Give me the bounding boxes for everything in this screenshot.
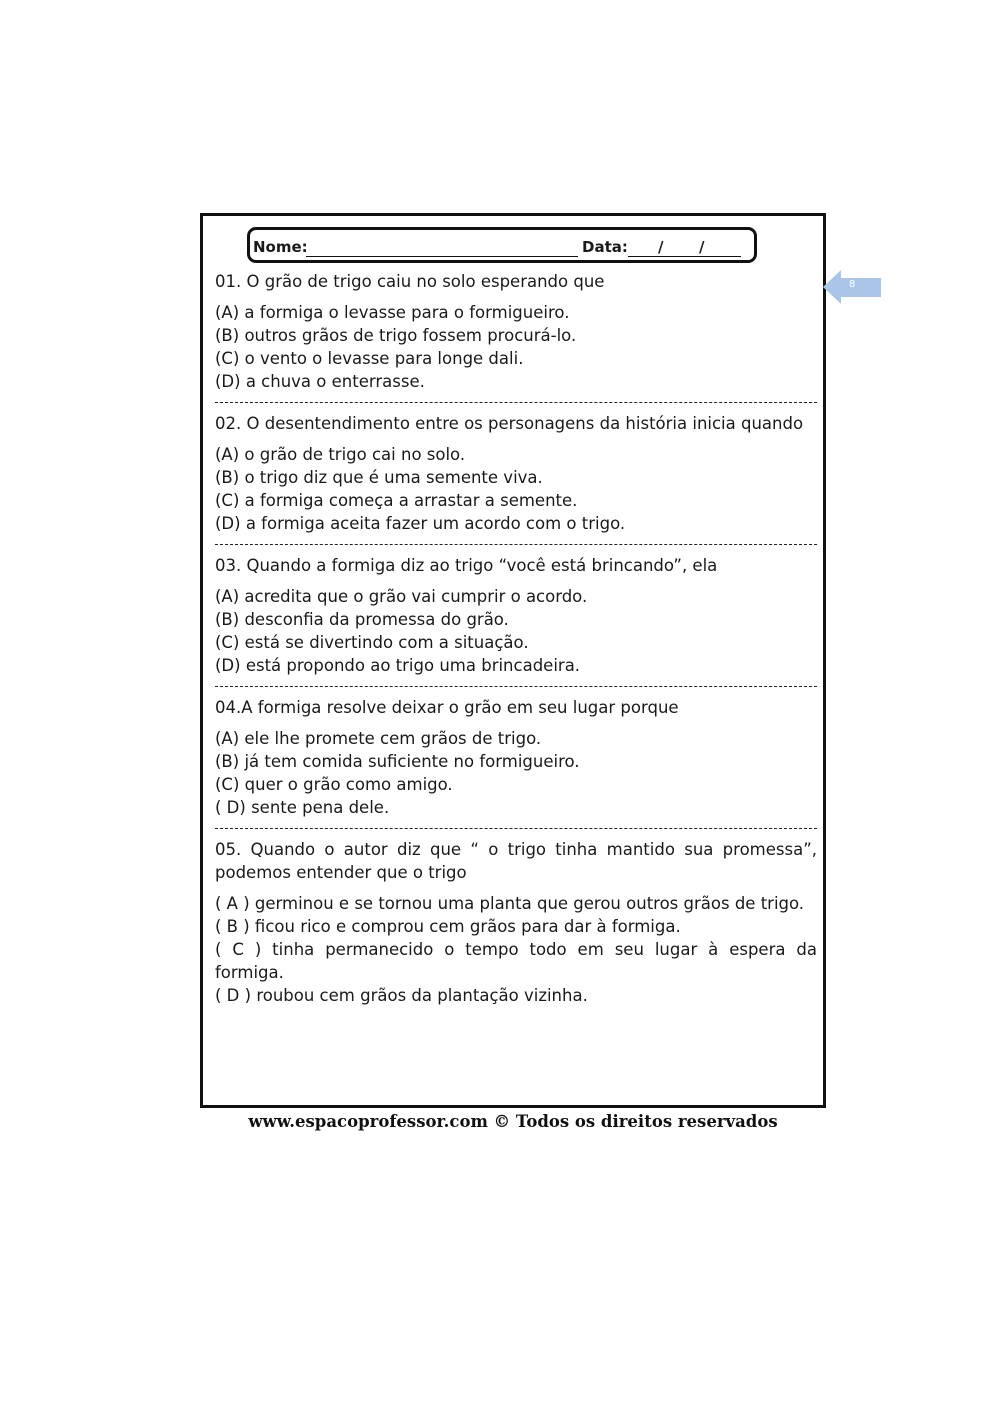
answer-option[interactable]: (D) a formiga aceita fazer um acordo com o trigo. [215, 514, 626, 533]
answer-option[interactable]: (B) já tem comida suficiente no formigueiro. [215, 752, 580, 771]
page-marker[interactable] [823, 270, 881, 304]
answer-option[interactable]: (B) outros grãos de trigo fossem procurá-lo. [215, 326, 577, 345]
question-block [215, 838, 817, 1007]
answer-option[interactable]: (C) o vento o levasse para longe dali. [215, 349, 524, 368]
name-label: Nome: [253, 238, 308, 256]
dashed-divider [215, 828, 817, 829]
questions-list [215, 270, 817, 1007]
answer-option[interactable]: (C) está se divertindo com a situação. [215, 633, 529, 652]
date-label: Data: [582, 238, 628, 256]
page-number: 8 [849, 279, 856, 290]
answer-option[interactable]: (A) acredita que o grão vai cumprir o acordo. [215, 587, 588, 606]
answer-option[interactable]: ( B ) ficou rico e comprou cem grãos para dar à formiga. [215, 917, 681, 936]
question-block [215, 554, 817, 677]
answer-option[interactable]: (D) a chuva o enterrasse. [215, 372, 425, 391]
question-block [215, 696, 817, 819]
dashed-divider [215, 544, 817, 545]
dashed-divider [215, 686, 817, 687]
date-separator: / [658, 238, 664, 256]
question-prompt: 05. Quando o autor diz que “ o trigo tinha mantido sua promessa”, podemos entender que o trigo [215, 840, 817, 882]
answer-option[interactable]: (C) a formiga começa a arrastar a semente. [215, 491, 578, 510]
question-prompt: 02. O desentendimento entre os personagens da história inicia quando [215, 414, 804, 433]
answer-option[interactable]: (A) a formiga o levasse para o formigueiro. [215, 303, 570, 322]
question-block [215, 270, 817, 393]
name-field[interactable] [306, 256, 578, 257]
copyright-footer: www.espacoprofessor.com © Todos os direitos reservados [248, 1112, 778, 1131]
dashed-divider [215, 402, 817, 403]
date-separator: / [699, 238, 705, 256]
question-prompt: 01. O grão de trigo caiu no solo esperando que [215, 272, 605, 291]
student-info-header [247, 227, 757, 263]
answer-option[interactable]: ( A ) germinou e se tornou uma planta que gerou outros grãos de trigo. [215, 894, 805, 913]
answer-option[interactable]: (B) o trigo diz que é uma semente viva. [215, 468, 543, 487]
answer-option[interactable]: (B) desconfia da promessa do grão. [215, 610, 509, 629]
answer-option[interactable]: (D) está propondo ao trigo uma brincadeira. [215, 656, 581, 675]
question-block [215, 412, 817, 535]
question-prompt: 04.A formiga resolve deixar o grão em seu lugar porque [215, 698, 679, 717]
worksheet-frame [200, 213, 826, 1108]
answer-option[interactable]: ( D) sente pena dele. [215, 798, 390, 817]
answer-option[interactable]: ( C ) tinha permanecido o tempo todo em seu lugar à espera da formiga. [215, 940, 817, 982]
question-prompt: 03. Quando a formiga diz ao trigo “você está brincando”, ela [215, 556, 718, 575]
answer-option[interactable]: (C) quer o grão como amigo. [215, 775, 453, 794]
date-field[interactable] [628, 256, 741, 257]
answer-option[interactable]: ( D ) roubou cem grãos da plantação vizinha. [215, 986, 588, 1005]
answer-option[interactable]: (A) o grão de trigo cai no solo. [215, 445, 466, 464]
answer-option[interactable]: (A) ele lhe promete cem grãos de trigo. [215, 729, 542, 748]
